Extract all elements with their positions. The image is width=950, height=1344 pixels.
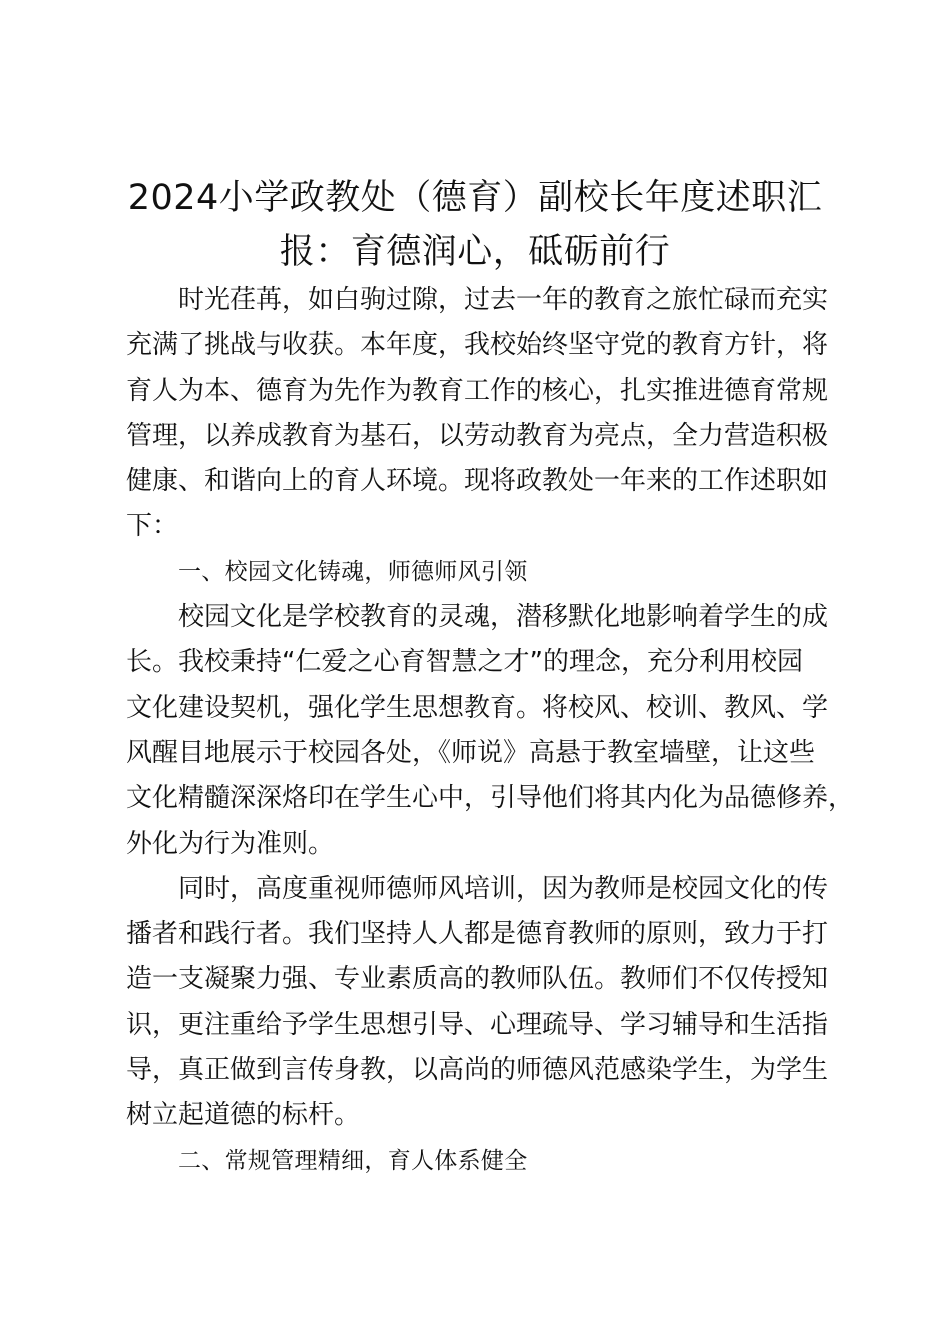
title-line: 2024小学政教处（德育）副校长年度述职汇 <box>127 178 823 218</box>
paragraph-line: 充满了挑战与收获。本年度，我校始终坚守党的教育方针，将 <box>126 330 829 361</box>
paragraph-line: 识，更注重给予学生思想引导、心理疏导、学习辅导和生活指 <box>126 1009 829 1040</box>
section-heading-1: 一、校园文化铸魂，师德师风引领 <box>178 558 528 585</box>
paragraph-line: 文化建设契机，强化学生思想教育。将校风、校训、教风、学 <box>126 692 829 723</box>
paragraph-line: 播者和践行者。我们坚持人人都是德育教师的原则，致力于打 <box>126 919 829 950</box>
paragraph-line: 健康、和谐向上的育人环境。现将政教处一年来的工作述职如 <box>126 466 829 497</box>
paragraph-line: 树立起道德的标杆。 <box>126 1100 361 1131</box>
paragraph-line: 校园文化是学校教育的灵魂，潜移默化地影响着学生的成 <box>178 602 829 633</box>
paragraph-intro <box>126 278 846 550</box>
paragraph-line: 管理，以养成教育为基石，以劳动教育为亮点，全力营造积极 <box>126 420 829 451</box>
section-heading-2: 二、常规管理精细，育人体系健全 <box>178 1147 528 1174</box>
paragraph-line: 文化精髓深深烙印在学生心中，引导他们将其内化为品德修养， <box>126 783 855 814</box>
paragraph-line: 造一支凝聚力强、专业素质高的教师队伍。教师们不仅传授知 <box>126 964 829 995</box>
paragraph-line: 同时，高度重视师德师风培训，因为教师是校园文化的传 <box>178 873 829 904</box>
paragraph-campus-culture <box>126 595 855 867</box>
document-body <box>126 278 855 1184</box>
paragraph-line: 导，真正做到言传身教，以高尚的师德风范感染学生，为学生 <box>126 1055 829 1086</box>
paragraph-teacher-ethics <box>126 867 846 1139</box>
paragraph-line: 长。我校秉持“仁爱之心育智慧之才”的理念，充分利用校园 <box>126 647 803 678</box>
paragraph-line: 外化为行为准则。 <box>126 828 335 859</box>
paragraph-line: 下： <box>126 511 179 542</box>
paragraph-line: 育人为本、德育为先作为教育工作的核心，扎实推进德育常规 <box>126 375 829 406</box>
paragraph-line: 风醒目地展示于校园各处，《师说》高悬于教室墙壁，让这些 <box>126 737 816 768</box>
title-line: 报：育德润心，砥砺前行 <box>279 232 671 272</box>
paragraph-line: 时光荏苒，如白驹过隙，过去一年的教育之旅忙碌而充实 <box>178 285 829 315</box>
document-title <box>100 171 850 279</box>
